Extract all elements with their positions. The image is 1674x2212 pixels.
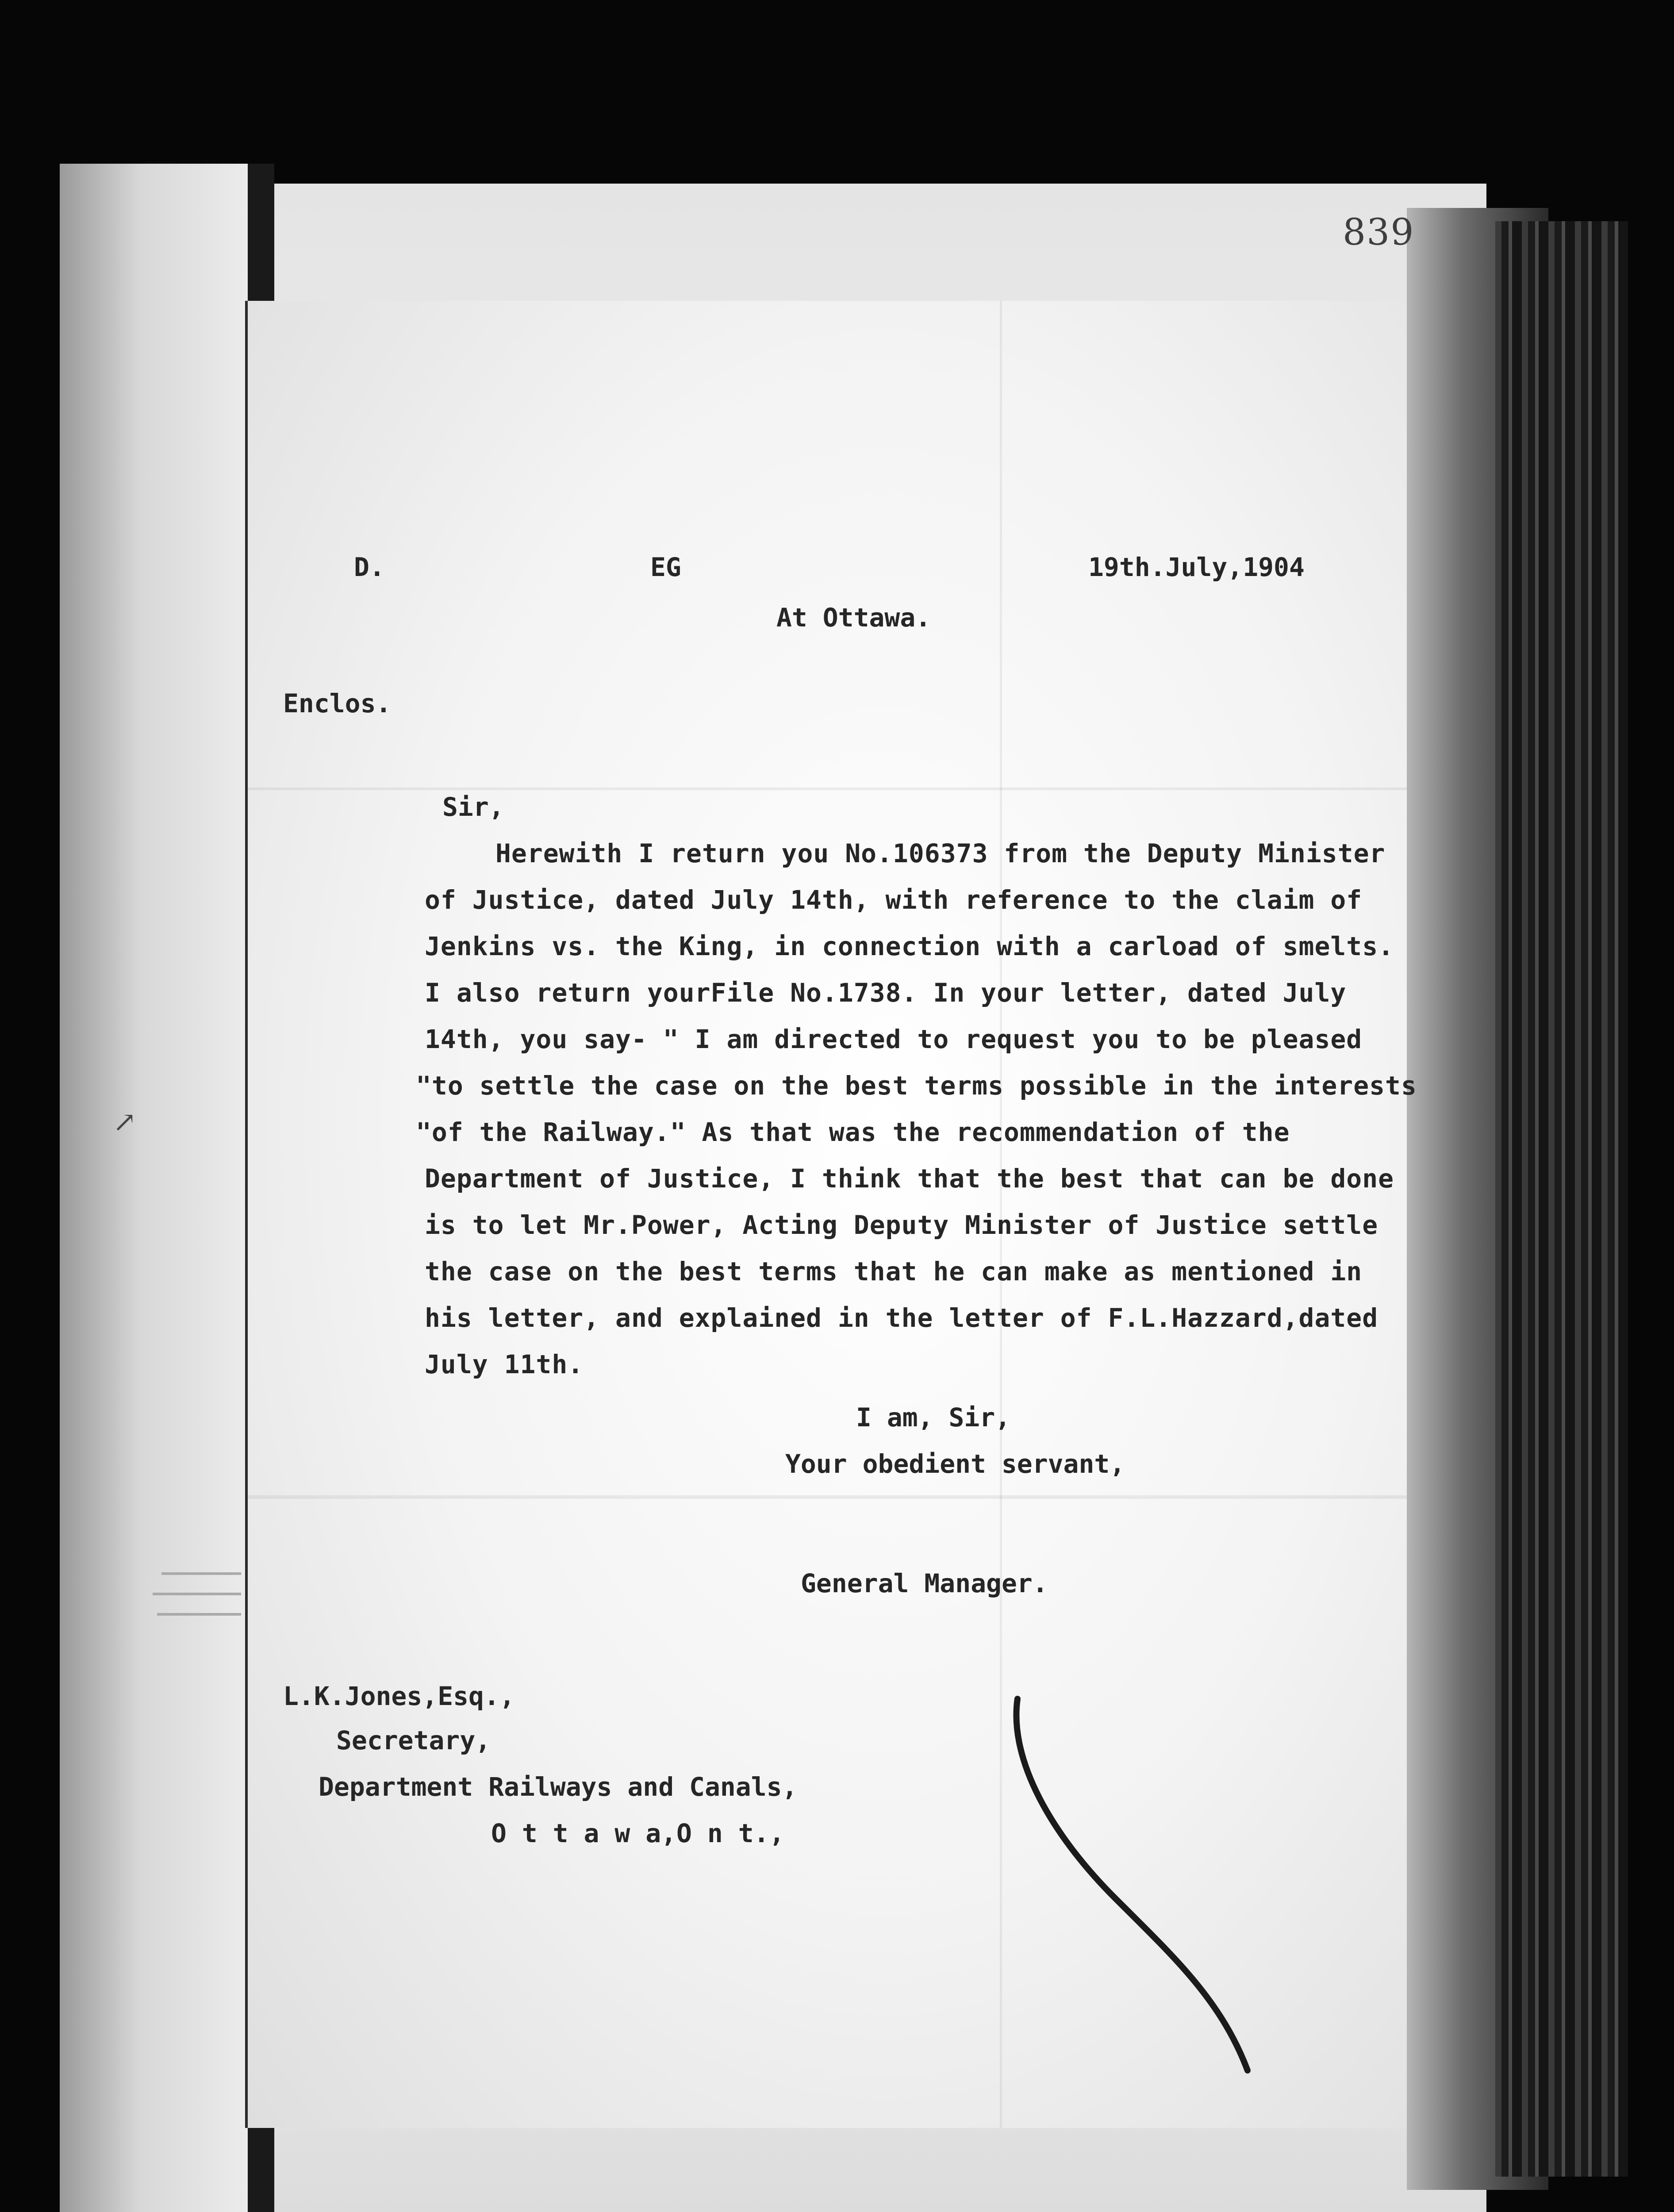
- recipient-city: O t t a w a,O n t.,: [491, 1818, 785, 1848]
- page-number: 839: [1343, 211, 1415, 253]
- salutation: Sir,: [442, 792, 504, 822]
- book-binding-edge: [1495, 221, 1628, 2177]
- recipient-title: Secretary,: [336, 1725, 491, 1755]
- closing-line: Your obedient servant,: [785, 1449, 1125, 1479]
- enclosure-note: Enclos.: [283, 688, 392, 718]
- recipient-name: L.K.Jones,Esq.,: [283, 1681, 515, 1711]
- letter-code: EG: [650, 552, 681, 582]
- left-page-strip: [60, 164, 261, 2212]
- body-line: I also return yourFile No.1738. In your letter, dated July: [425, 978, 1347, 1008]
- body-line: is to let Mr.Power, Acting Deputy Minister of Justice settle: [425, 1210, 1378, 1240]
- body-line: the case on the best terms that he can make as mentioned in: [425, 1256, 1363, 1286]
- body-line: 14th, you say- " I am directed to request you to be pleased: [425, 1024, 1363, 1054]
- body-line: July 11th.: [425, 1349, 584, 1379]
- letter-date: 19th.July,1904: [1088, 552, 1305, 582]
- margin-scrawl: ↗: [113, 1106, 137, 1139]
- letter-initial: D.: [354, 552, 385, 582]
- recipient-department: Department Railways and Canals,: [319, 1772, 798, 1802]
- body-line: his letter, and explained in the letter of F.L.Hazzard,dated: [425, 1303, 1378, 1333]
- paper-crease: [248, 787, 1407, 790]
- body-line: Department of Justice, I think that the best that can be done: [425, 1164, 1394, 1194]
- signature-stroke: [1000, 1690, 1274, 2088]
- margin-ghost-text: [144, 1562, 241, 1616]
- paper-crease: [248, 1495, 1407, 1499]
- body-line: Jenkins vs. the King, in connection with a carload of smelts.: [425, 931, 1394, 961]
- signature-title: General Manager.: [801, 1568, 1048, 1598]
- closing-line: I am, Sir,: [856, 1402, 1011, 1432]
- body-line: of Justice, dated July 14th, with reference to the claim of: [425, 885, 1363, 915]
- body-line: "of the Railway." As that was the recommendation of the: [416, 1117, 1290, 1147]
- letter-place: At Ottawa.: [776, 603, 931, 633]
- body-line: "to settle the case on the best terms possible in the interests: [416, 1071, 1417, 1101]
- body-line: Herewith I return you No.106373 from the Deputy Minister: [495, 838, 1386, 868]
